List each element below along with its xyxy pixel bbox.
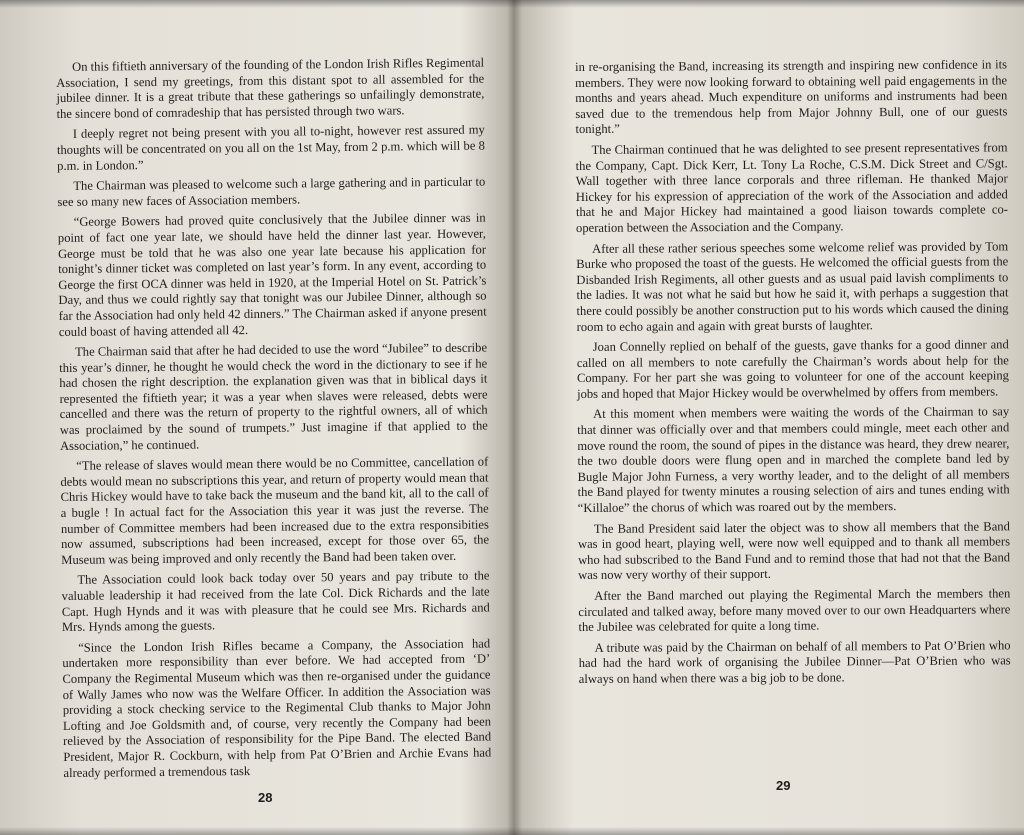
bottom-edge-shadow: [0, 827, 1024, 835]
paragraph: “Since the London Irish Rifles became a Company, the Association had undertaken more responsibility than ever before. We had accepted from ‘D’ Company the Regimental Museum which was then re-organised under the guidance of Wally James who now was the Welfare Officer. In addition the Association was providing a stock checking service to the Regimental Club thanks to Major John Lofting and Joe Goldsmith and, of course, very recently the Company had been relieved by the Association of responsibility for the Pipe Band. The elected Band President, Major R. Cockburn, with help from Pat O’Brien and Archie Evans had already performed a tremendous task: [62, 636, 492, 780]
right-page: [512, 0, 1024, 835]
paragraph: The Chairman said that after he had decided to use the word “Jubilee” to describe this year’s dinner, he thought he would check the word in the dictionary to see if he had chosen the right description. the explanation given was that in biblical days it represented the fiftieth year; it was a year when slaves were released, debts were cancelled and there was the return of property to the rightful owners, all of which was proclaimed by the sound of trumpets.” Just imagine if that applied to the Association,” he continued.: [59, 340, 488, 453]
top-edge-shadow: [0, 0, 1024, 8]
paragraph: On this fiftieth anniversary of the founding of the London Irish Rifles Regimental Association, I send my greetings, from this distant spot to all assembled for the jubilee dinner. It is a great tribute that these gatherings so unfailingly demonstrate, the sincere bond of comradeship that has persisted through two wars.: [56, 55, 485, 121]
paragraph: After the Band marched out playing the Regimental March the members then circulated and talked away, before many moved over to our own Headquarters where the Jubilee was celebrated for quite a long time.: [578, 586, 1011, 635]
paragraph: After all these rather serious speeches some welcome relief was provided by Tom Burke who proposed the toast of the guests. He welcomed the official guests from the Disbanded Irish Regiments, all other guests and as usual paid lavish compliments to the ladies. It was not what he said but how he said it, with perhaps a suggestion that there could possibly be another construction put to his words which caused the dining room to echo again and again with great bursts of laughter.: [576, 238, 1009, 334]
page-number-right: 29: [776, 778, 791, 793]
paragraph: The Chairman continued that he was delighted to see present representatives from the Company, Capt. Dick Kerr, Lt. Tony La Roche, C.S.M. Dick Street and C/Sgt. Wall together with three lance corporals and three rifleman. He thanked Major Hickey for his expression of appreciation of the work of the Association and added that he and Major Hickey had maintained a good liaison towards complete co-operation between the Association and the Company.: [575, 140, 1008, 235]
paragraph: The Association could look back today over 50 years and pay tribute to the valuable leadership it had received from the late Col. Dick Richards and the late Capt. Hugh Hynds and it was with pleasure that he could see Mrs. Richards and Mrs. Hynds among the guests.: [61, 568, 490, 635]
page-number-left: 28: [258, 790, 273, 805]
left-page-text: [56, 56, 492, 787]
paragraph: At this moment when members were waiting the words of the Chairman to say that dinner was officially over and that members could mingle, meet each other and move round the room, the sound of pipes in the distance was heard, they drew nearer, the two double doors were flung open and in marched the complete band led by Bugle Major John Furness, a very worthy leader, and to the delight of all members the Band played for twenty minutes a rousing selection of airs and tunes ending with “Killaloe” the chorus of which was roared out by the members.: [577, 404, 1010, 516]
right-page-text: [575, 57, 1011, 692]
paragraph: The Band President said later the object was to show all members that the Band was in good heart, playing well, were now well equipped and to thank all members who had subscribed to the Band Fund and to remind those that had not that the Band was now very worthy of their support.: [577, 518, 1011, 583]
paragraph: The Chairman was pleased to welcome such a large gathering and in particular to see so many new faces of Association members.: [57, 174, 486, 209]
paragraph: “George Bowers had proved quite conclusively that the Jubilee dinner was in point of fact one year late, we should have held the dinner last year. However, George must be told that he was also one year late because his application for tonight’s dinner ticket was completed on last year’s form. In any event, according to George the first OCA dinner was held in 1920, at the Imperial Hotel on St. Patrick’s Day, and thus we could rightly say that tonight was our Jubilee Dinner, although so far the Association had only held 42 dinners.” The Chairman asked if anyone present could boast of having attended all 42.: [57, 210, 487, 339]
paragraph: “The release of slaves would mean there would be no Committee, cancellation of debts would mean no subscriptions this year, and return of property would mean that Chris Hickey would have to take back the museum and the band kit, all to the call of a bugle ! In actual fact for the Association this year it was just the reverse. The number of Committee members had been increased due to the extra responsibities now assumed, subscriptions had been increased, except for those over 65, the Museum was being improved and only recently the Band had been taken over.: [60, 454, 490, 567]
paragraph: I deeply regret not being present with you all to-night, however rest assured my thoughts will be concentrated on you all on the 1st May, from 2 p.m. which will be 8 p.m. in London.”: [56, 122, 485, 173]
paragraph: A tribute was paid by the Chairman on behalf of all members to Pat O’Brien who had had the hard work of organising the Jubilee Dinner—Pat O’Brien who was always on hand when there was a big job to be done.: [578, 638, 1011, 686]
paragraph: Joan Connelly replied on behalf of the guests, gave thanks for a good dinner and called on all members to note carefully the Chairman’s words about help for the Company. For her part she was going to volunteer for one of the account keeping jobs and hoped that Major Hickey would be overwhelmed by offers from members.: [576, 337, 1009, 401]
paragraph: in re-organising the Band, increasing its strength and inspiring new confidence in its members. They were now looking forward to obtaining well paid engagements in the months and years ahead. Much expenditure on uniforms and instruments had been saved due to the tremendous help from Major Johnny Bull, one of our guests tonight.”: [575, 57, 1008, 137]
